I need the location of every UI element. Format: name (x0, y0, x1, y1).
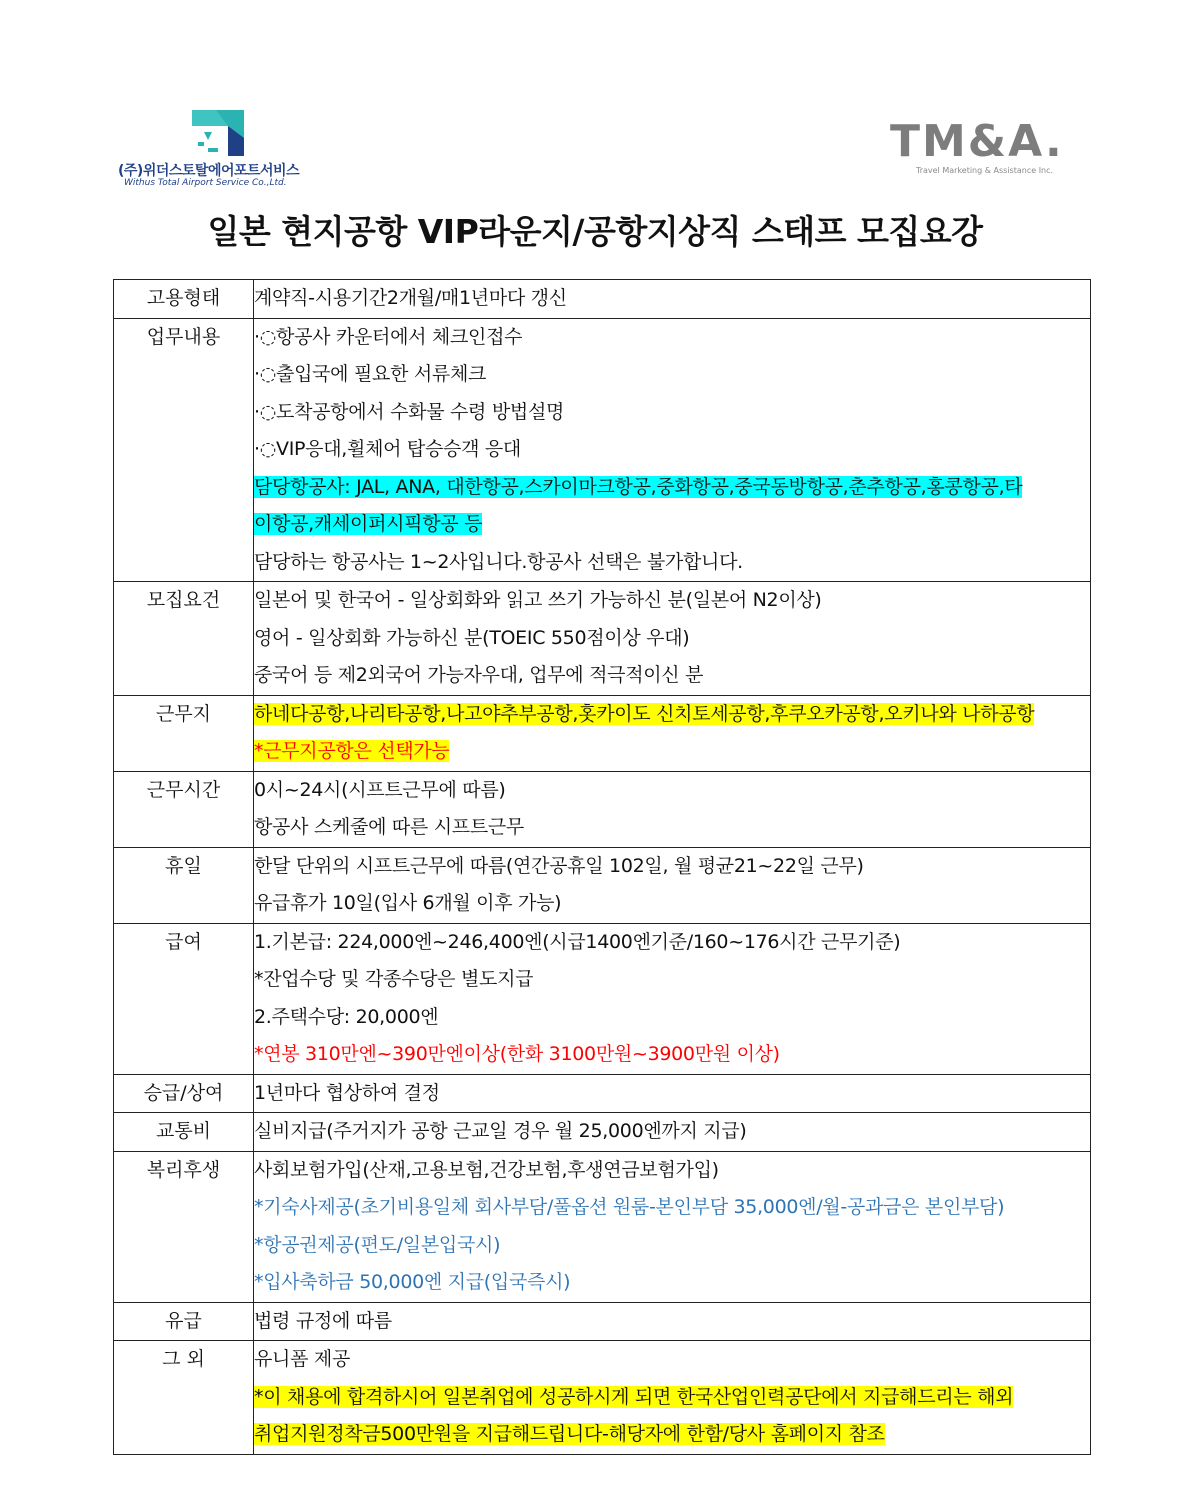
withus-logo (118, 108, 318, 190)
row-text: 1년마다 협상하여 결정 (254, 1081, 440, 1104)
table-row (114, 1341, 1091, 1455)
table-row (114, 1151, 1091, 1302)
row-label: 근무시간 (114, 771, 254, 847)
welfare-benefit: *기숙사제공(초기비용일체 회사부담/풀옵션 원룸-본인부담 35,000엔/월-공과금은 본인부담) (254, 1196, 1005, 1218)
row-label: 업무내용 (114, 318, 254, 582)
row-label: 복리후생 (114, 1151, 254, 1302)
row-label: 고용형태 (114, 280, 254, 319)
airline-note: 담당하는 항공사는 1~2사입니다.항공사 선택은 불가합니다. (254, 550, 743, 573)
airlines-highlight: 담당항공사: JAL, ANA, 대한항공,스카이마크항공,중화항공,중국동방항공,춘추항공,홍콩항공,타 (254, 475, 1023, 498)
subsidy-highlight: 취업지원정착금500만원을 지급해드립니다-해당자에 한함/당사 홈페이지 참조 (254, 1423, 885, 1445)
salary-item: 1.기본급: 224,000엔~246,400엔(시급1400엔기준/160~176시간 근무기준) (254, 930, 901, 953)
page-title: 일본 현지공항 VIP라운지/공항지상직 스태프 모집요강 (207, 212, 983, 251)
welfare-benefit: *입사축하금 50,000엔 지급(입국즉시) (254, 1271, 571, 1293)
table-row (114, 582, 1091, 696)
row-text: 사회보험가입(산재,고용보험,건강보험,후생연금보험가입) (254, 1158, 719, 1181)
row-text: 계약직-시용기간2개월/매1년마다 갱신 (254, 287, 567, 309)
table-row (114, 1302, 1091, 1341)
requirement-item: 영어 - 일상회화 가능하신 분(TOEIC 550점이상 우대) (254, 626, 690, 649)
tma-logo-subtitle: Travel Marketing & Assistance Inc. (916, 166, 1054, 175)
annual-salary: *연봉 310만엔~390만엔이상(한화 3100만원~3900만원 이상) (254, 1043, 780, 1065)
table-row (114, 1074, 1091, 1113)
row-label: 모집요건 (114, 582, 254, 696)
row-label: 그 외 (114, 1341, 254, 1455)
salary-item: 2.주택수당: 20,000엔 (254, 1005, 439, 1028)
table-row (114, 280, 1091, 319)
tma-logo-icon (890, 116, 1095, 180)
table-row (114, 923, 1091, 1074)
duty-item: ·◌항공사 카운터에서 체크인접수 (254, 325, 523, 348)
row-text: 한달 단위의 시프트근무에 따름(연간공휴일 102일, 월 평균21~22일 근무) (254, 854, 864, 877)
withus-logo-icon (190, 108, 246, 158)
welfare-benefit: *항공권제공(편도/일본입국시) (254, 1233, 501, 1256)
duty-item: ·◌VIP응대,휠체어 탑승승객 응대 (254, 438, 521, 460)
subsidy-highlight: *이 채용에 합격하시어 일본취업에 성공하시게 되면 한국산업인력공단에서 지급해드리는 해외 (254, 1385, 1014, 1408)
row-text: 실비지급(주거지가 공항 근교일 경우 월 25,000엔까지 지급) (254, 1120, 747, 1142)
withus-company-name: (주)위더스토탈에어포트서비스 (118, 163, 300, 179)
table-row (114, 318, 1091, 582)
table-row (114, 1113, 1091, 1152)
tma-logo-word: TM&A. (890, 116, 1064, 167)
withus-company-name-en: Withus Total Airport Service Co.,Ltd. (124, 178, 287, 188)
table-row (114, 695, 1091, 771)
duty-item: ·◌도착공항에서 수화물 수령 방법설명 (254, 400, 565, 423)
row-text: 법령 규정에 따름 (254, 1309, 392, 1332)
salary-item: *잔업수당 및 각종수당은 별도지급 (254, 968, 534, 990)
row-label: 근무지 (114, 695, 254, 771)
row-text: 유니폼 제공 (254, 1348, 351, 1370)
airports-highlight: 하네다공항,나리타공항,나고야추부공항,홋카이도 신치토세공항,후쿠오카공항,오키나와 나하공항 (254, 702, 1035, 725)
requirement-item: 일본어 및 한국어 - 일상회화와 읽고 쓰기 가능하신 분(일본어 N2이상) (254, 589, 822, 611)
row-label: 승급/상여 (114, 1074, 254, 1113)
row-label: 휴일 (114, 847, 254, 923)
requirement-item: 중국어 등 제2외국어 가능자우대, 업무에 적극적이신 분 (254, 664, 704, 686)
table-row (114, 847, 1091, 923)
row-text: 유급휴가 10일(입사 6개월 이후 가능) (254, 892, 562, 914)
airlines-highlight: 이항공,캐세이퍼시픽항공 등 (254, 513, 483, 535)
recruitment-table (113, 279, 1091, 1455)
location-select-note: *근무지공항은 선택가능 (254, 740, 450, 762)
row-text: 항공사 스케줄에 따른 시프트근무 (254, 816, 524, 838)
row-label: 유급 (114, 1302, 254, 1341)
row-label: 교통비 (114, 1113, 254, 1152)
table-row (114, 771, 1091, 847)
duty-item: ·◌출입국에 필요한 서류체크 (254, 363, 487, 385)
row-text: 0시~24시(시프트근무에 따름) (254, 778, 506, 801)
row-label: 급여 (114, 923, 254, 1074)
